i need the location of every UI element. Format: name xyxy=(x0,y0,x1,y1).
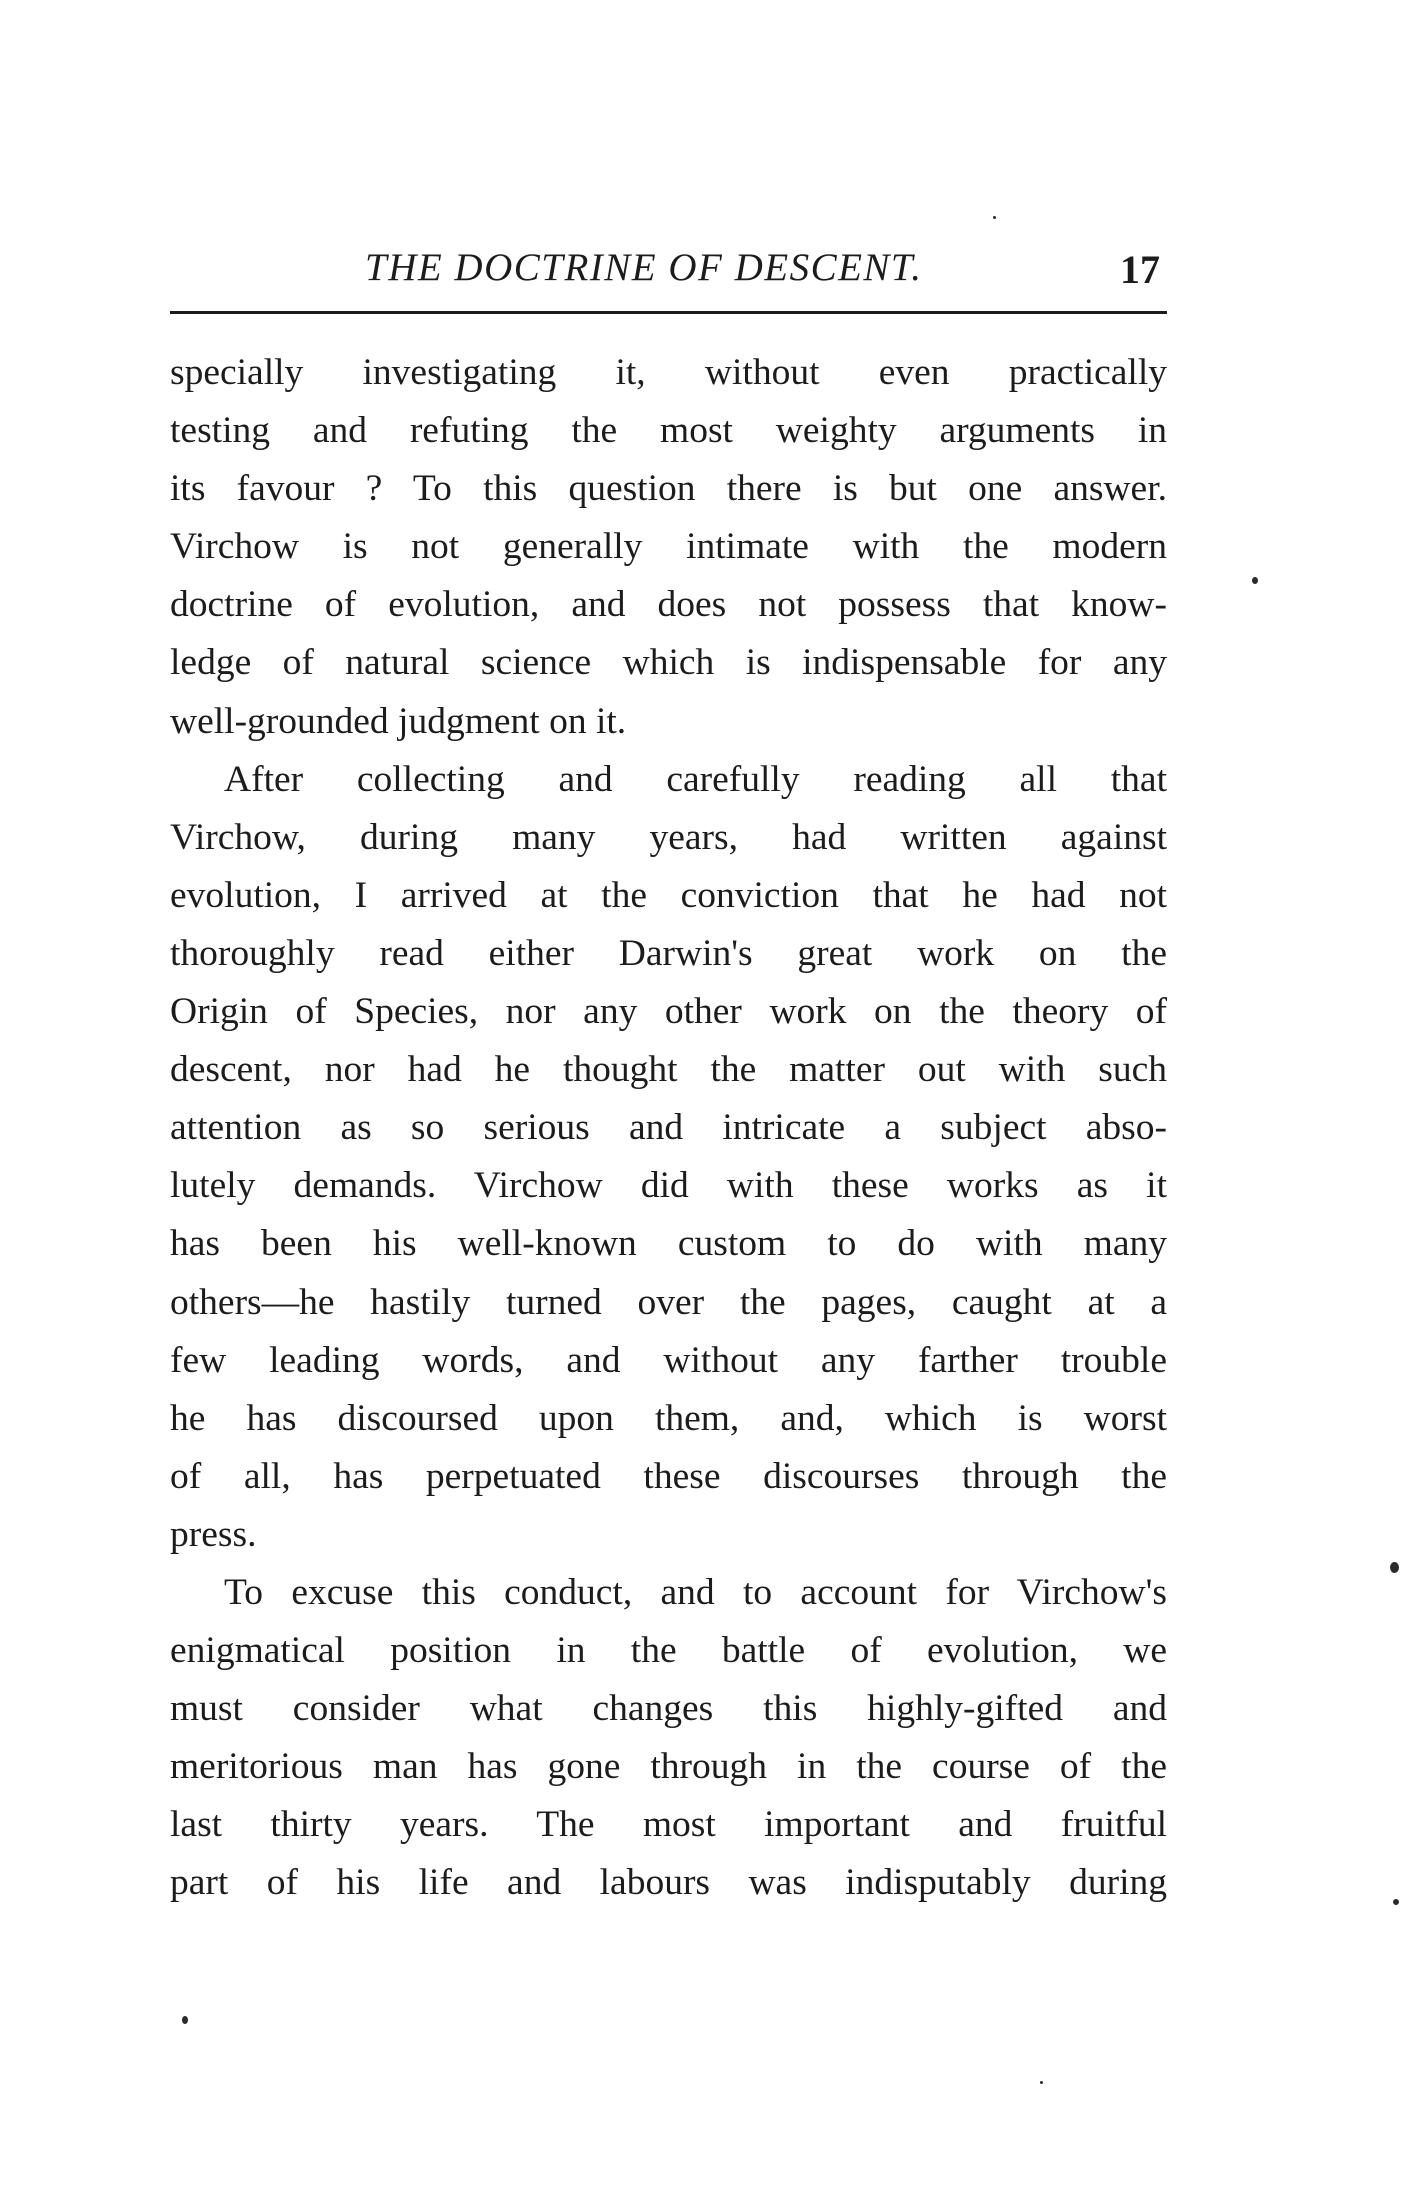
ink-speck xyxy=(1390,1562,1399,1573)
text-line: thoroughly read either Darwin's great work on the xyxy=(170,932,1167,974)
text-line: last thirty years. The most important and fruitful xyxy=(170,1804,1167,1846)
paragraph-3 xyxy=(170,1564,1167,1913)
page-number: 17 xyxy=(1120,247,1160,292)
text-line: descent, nor had he thought the matter out with such xyxy=(170,1049,1167,1091)
ink-speck xyxy=(993,216,996,219)
text-line: meritorious man has gone through in the course of the xyxy=(170,1746,1167,1788)
text-line: ledge of natural science which is indispensable for any xyxy=(170,642,1167,684)
text-line: press. xyxy=(170,1513,257,1555)
ink-speck xyxy=(1252,577,1258,584)
text-line: specially investigating it, without even practically xyxy=(170,352,1167,393)
text-line: doctrine of evolution, and does not possess that know- xyxy=(170,584,1167,626)
text-line: evolution, I arrived at the conviction that he had not xyxy=(170,874,1167,916)
text-line: Virchow, during many years, had written against xyxy=(170,816,1167,858)
text-line: others—he hastily turned over the pages, caught at a xyxy=(170,1281,1167,1323)
text-line: has been his well-known custom to do with many xyxy=(170,1223,1167,1265)
text-line: Virchow is not generally intimate with the modern xyxy=(170,526,1167,568)
ink-speck xyxy=(1040,2081,1043,2084)
text-line: enigmatical position in the battle of evolution, we xyxy=(170,1630,1167,1672)
body-text xyxy=(170,344,1167,1913)
text-line: its favour ? To this question there is but one answer. xyxy=(170,468,1167,510)
text-line: of all, has perpetuated these discourses through the xyxy=(170,1455,1167,1497)
header-rule xyxy=(170,311,1167,314)
text-line: After collecting and carefully reading all that xyxy=(224,758,1167,800)
text-line: Origin of Species, nor any other work on the theory of xyxy=(170,991,1167,1033)
paragraph-2 xyxy=(170,751,1167,1564)
text-line: testing and refuting the most weighty arguments in xyxy=(170,410,1167,452)
text-line: he has discoursed upon them, and, which is worst xyxy=(170,1397,1167,1439)
text-line: To excuse this conduct, and to account for Virchow's xyxy=(224,1571,1167,1613)
running-title: THE DOCTRINE OF DESCENT. xyxy=(365,246,923,289)
running-head xyxy=(170,238,1170,298)
text-line: must consider what changes this highly-gifted and xyxy=(170,1688,1167,1730)
text-line: well-grounded judgment on it. xyxy=(170,700,627,742)
text-line: few leading words, and without any farther trouble xyxy=(170,1339,1167,1381)
text-line: attention as so serious and intricate a subject abso- xyxy=(170,1107,1167,1149)
ink-speck xyxy=(182,2016,188,2024)
ink-speck xyxy=(1393,1899,1399,1905)
paragraph-1 xyxy=(170,344,1167,751)
text-line: part of his life and labours was indisputably during xyxy=(170,1862,1167,1904)
text-line: lutely demands. Virchow did with these works as it xyxy=(170,1165,1167,1207)
